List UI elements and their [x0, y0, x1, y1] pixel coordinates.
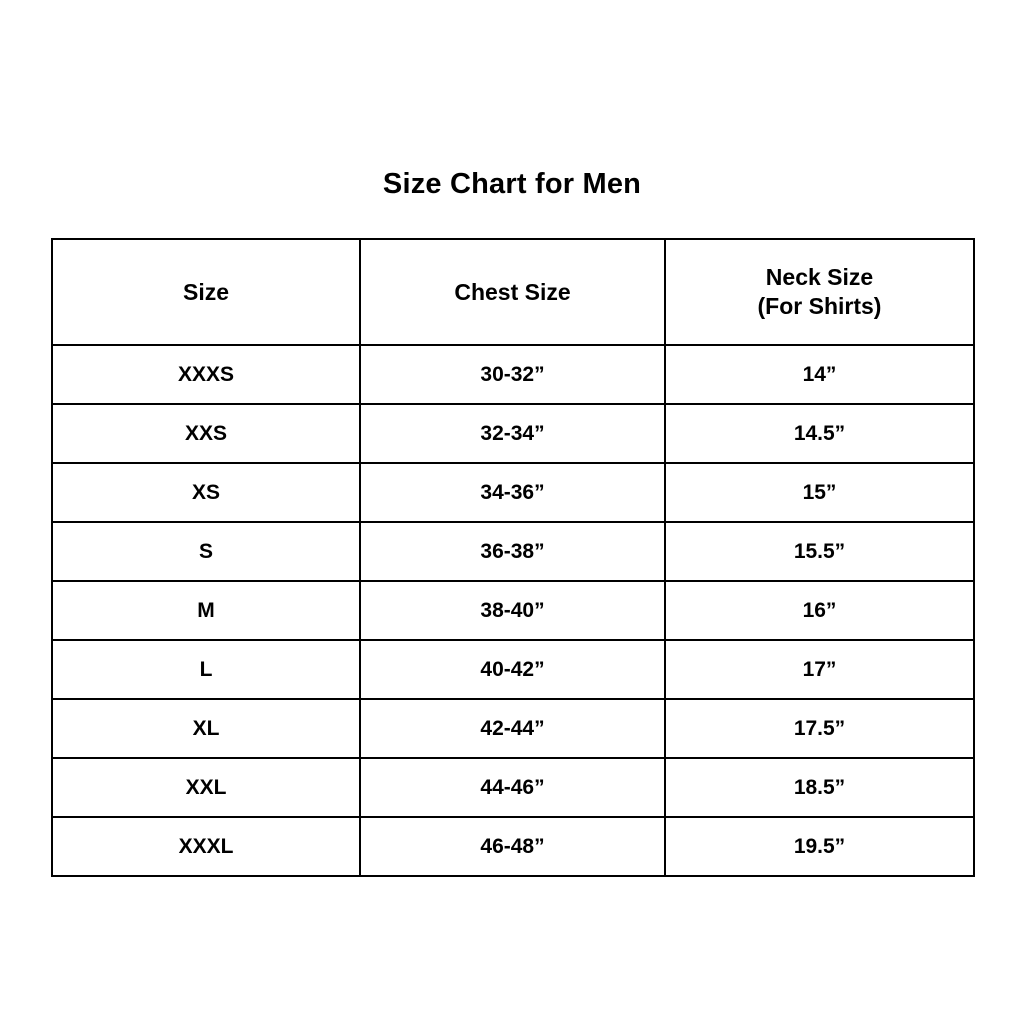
table-row [52, 817, 974, 876]
cell-chest: 32-34” [360, 404, 665, 463]
table-row [52, 345, 974, 404]
cell-neck: 15” [665, 463, 974, 522]
table-row [52, 699, 974, 758]
table-row [52, 640, 974, 699]
cell-neck: 19.5” [665, 817, 974, 876]
cell-chest: 42-44” [360, 699, 665, 758]
cell-chest: 44-46” [360, 758, 665, 817]
column-header-neck-sublabel: (For Shirts) [757, 293, 882, 319]
cell-size: XXXL [52, 817, 360, 876]
cell-size: XXS [52, 404, 360, 463]
cell-chest: 34-36” [360, 463, 665, 522]
cell-size: XS [52, 463, 360, 522]
table-row [52, 522, 974, 581]
column-header-size [52, 239, 360, 345]
column-header-size-label: Size [182, 278, 230, 305]
table-header [52, 239, 974, 345]
cell-neck: 14.5” [665, 404, 974, 463]
column-header-neck-label: Neck Size [765, 264, 874, 291]
table-row [52, 463, 974, 522]
cell-chest: 40-42” [360, 640, 665, 699]
cell-chest: 30-32” [360, 345, 665, 404]
table-row [52, 581, 974, 640]
cell-neck: 16” [665, 581, 974, 640]
cell-neck: 17.5” [665, 699, 974, 758]
cell-size: XL [52, 699, 360, 758]
cell-chest: 46-48” [360, 817, 665, 876]
size-chart-table [51, 238, 975, 877]
cell-size: XXXS [52, 345, 360, 404]
page-title: Size Chart for Men [382, 168, 642, 200]
cell-size: XXL [52, 758, 360, 817]
table-row [52, 404, 974, 463]
column-header-chest [360, 239, 665, 345]
cell-size: M [52, 581, 360, 640]
table-body [52, 345, 974, 876]
cell-neck: 18.5” [665, 758, 974, 817]
table-row [52, 758, 974, 817]
cell-size: L [52, 640, 360, 699]
cell-neck: 17” [665, 640, 974, 699]
cell-neck: 15.5” [665, 522, 974, 581]
cell-size: S [52, 522, 360, 581]
column-header-neck [665, 239, 974, 345]
column-header-chest-label: Chest Size [454, 278, 571, 305]
cell-chest: 36-38” [360, 522, 665, 581]
cell-chest: 38-40” [360, 581, 665, 640]
table-header-row [52, 239, 974, 345]
cell-neck: 14” [665, 345, 974, 404]
size-chart-container [51, 238, 973, 877]
